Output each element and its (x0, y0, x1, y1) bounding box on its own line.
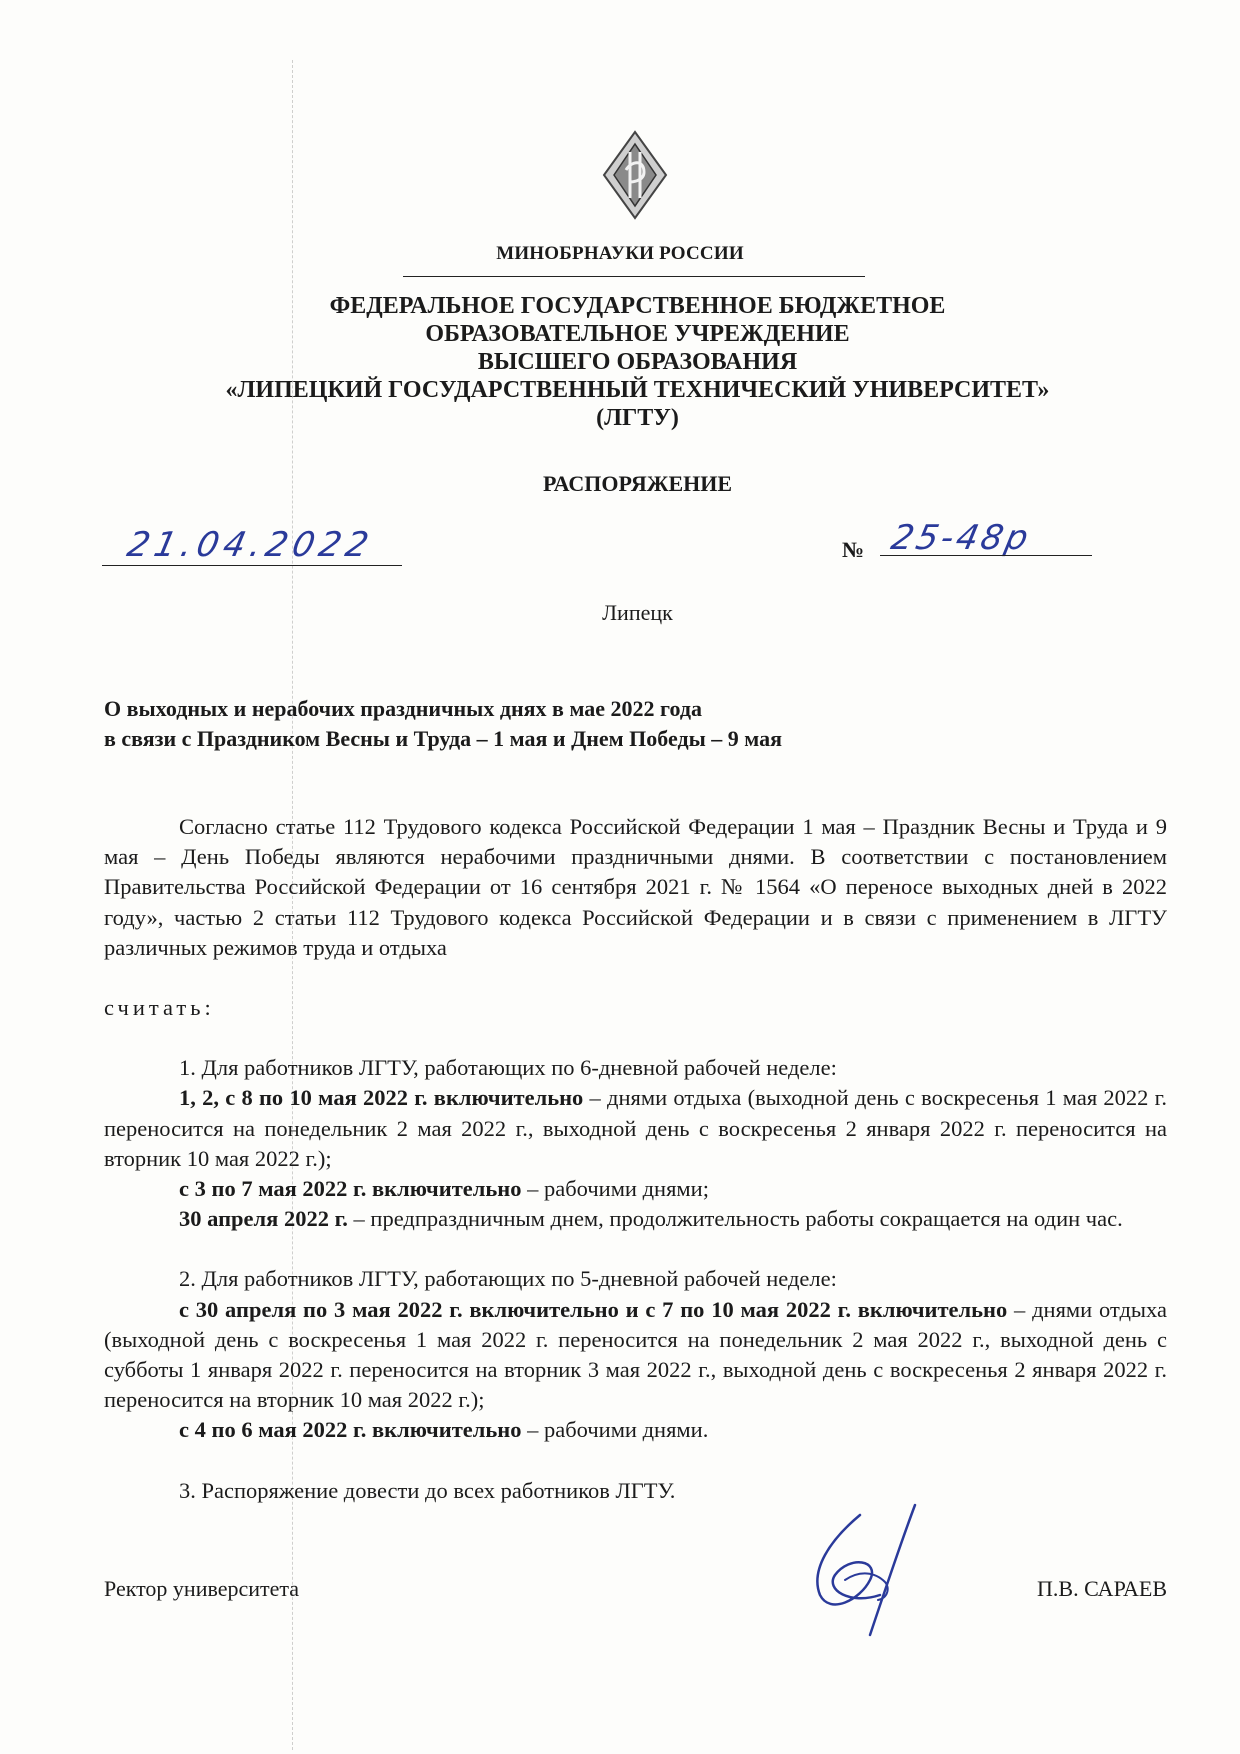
decision-word: считать: (104, 995, 215, 1021)
handwritten-date: 21.04.2022 (123, 525, 377, 565)
item1-work-days (104, 1174, 1167, 1204)
city: Липецк (602, 600, 673, 625)
document-body (104, 812, 1167, 1506)
document-subject (104, 694, 1104, 754)
item2-work-days-text: – рабочими днями. (521, 1417, 709, 1443)
org-line-2: ОБРАЗОВАТЕЛЬНОЕ УЧРЕЖДЕНИЕ (425, 321, 850, 347)
organization-name (0, 292, 1240, 432)
org-line-3: ВЫСШЕГО ОБРАЗОВАНИЯ (477, 349, 798, 375)
item1-rest-days-dates: 1, 2, с 8 по 10 мая 2022 г. включительно (179, 1085, 584, 1111)
org-line-4: «ЛИПЕЦКИЙ ГОСУДАРСТВЕННЫЙ ТЕХНИЧЕСКИЙ УНИВЕРСИТЕТ» (225, 377, 1050, 403)
date-underline (102, 565, 402, 566)
signatory-name: П.В. САРАЕВ (1037, 1576, 1167, 1601)
handwritten-number: 25-48р (887, 518, 1035, 558)
emblem-logo (600, 130, 670, 220)
item2-rest-days-dates: с 30 апреля по 3 мая 2022 г. включительно и с 7 по 10 мая 2022 г. включительно (179, 1296, 1008, 1322)
item1-rest-days (104, 1083, 1167, 1174)
document-type: РАСПОРЯЖЕНИЕ (542, 471, 733, 496)
item1-work-days-dates: с 3 по 7 мая 2022 г. включительно (179, 1176, 522, 1202)
item1-pre-holiday-text: – предпраздничным днем, продолжительность работы сокращается на один час. (347, 1206, 1123, 1232)
header-divider (403, 276, 865, 277)
item1-pre-holiday (104, 1204, 1167, 1234)
subject-line-1: О выходных и нерабочих праздничных днях в мае 2022 года (104, 696, 702, 721)
handwritten-signature (790, 1500, 940, 1640)
ministry-name: МИНОБРНАУКИ РОССИИ (496, 243, 744, 264)
subject-line-2: в связи с Праздником Весны и Труда – 1 мая и Днем Победы – 9 мая (104, 726, 782, 751)
item2-work-days-dates: с 4 по 6 мая 2022 г. включительно (179, 1417, 522, 1443)
item1-pre-holiday-date: 30 апреля 2022 г. (179, 1206, 348, 1232)
signatory-title: Ректор университета (104, 1576, 300, 1601)
preamble-paragraph: Согласно статье 112 Трудового кодекса Российской Федерации 1 мая – Праздник Весны и Труда и 9 мая – День Победы являются нерабочими праздничными днями. В соответствии с постановлением Правительства Российской Федерации от 16 сентября 2021 г. № 1564 «О переносе выходных дней в 2022 году», частью 2 статьи 112 Трудового кодекса Российской Федерации и в связи с применением в ЛГТУ различных режимов труда и отдыха (104, 814, 1167, 960)
item2-rest-days-text: – днями отдыха (выходной день с воскресенья 1 мая 2022 г. переносится на понедельник 2 мая 2022 г., выходной день с субботы 1 января 2022 г. переносится на вторник 3 мая 2022 г., выходной день с воскресенья 2 января 2022 г. переносится на вторник 10 мая 2022 г.); (104, 1296, 1167, 1413)
item2-rest-days (104, 1295, 1167, 1416)
org-line-5: (ЛГТУ) (596, 405, 679, 431)
item3-paragraph: 3. Распоряжение довести до всех работников ЛГТУ. (179, 1477, 676, 1503)
item1-rest-days-text: – днями отдыха (выходной день с воскресенья 1 мая 2022 г. переносится на понедельник 2 мая 2022 г., выходной день с воскресенья 2 января 2022 г. переносится на вторник 10 мая 2022 г.); (104, 1085, 1167, 1171)
item2-heading: 2. Для работников ЛГТУ, работающих по 5-дневной рабочей неделе: (179, 1266, 837, 1292)
item2-work-days (104, 1415, 1167, 1445)
number-sign: № (842, 537, 865, 562)
org-line-1: ФЕДЕРАЛЬНОЕ ГОСУДАРСТВЕННОЕ БЮДЖЕТНОЕ (329, 293, 946, 319)
item1-work-days-text: – рабочими днями; (521, 1176, 709, 1202)
item1-heading: 1. Для работников ЛГТУ, работающих по 6-дневной рабочей неделе: (179, 1055, 837, 1081)
number-underline (880, 555, 1092, 556)
